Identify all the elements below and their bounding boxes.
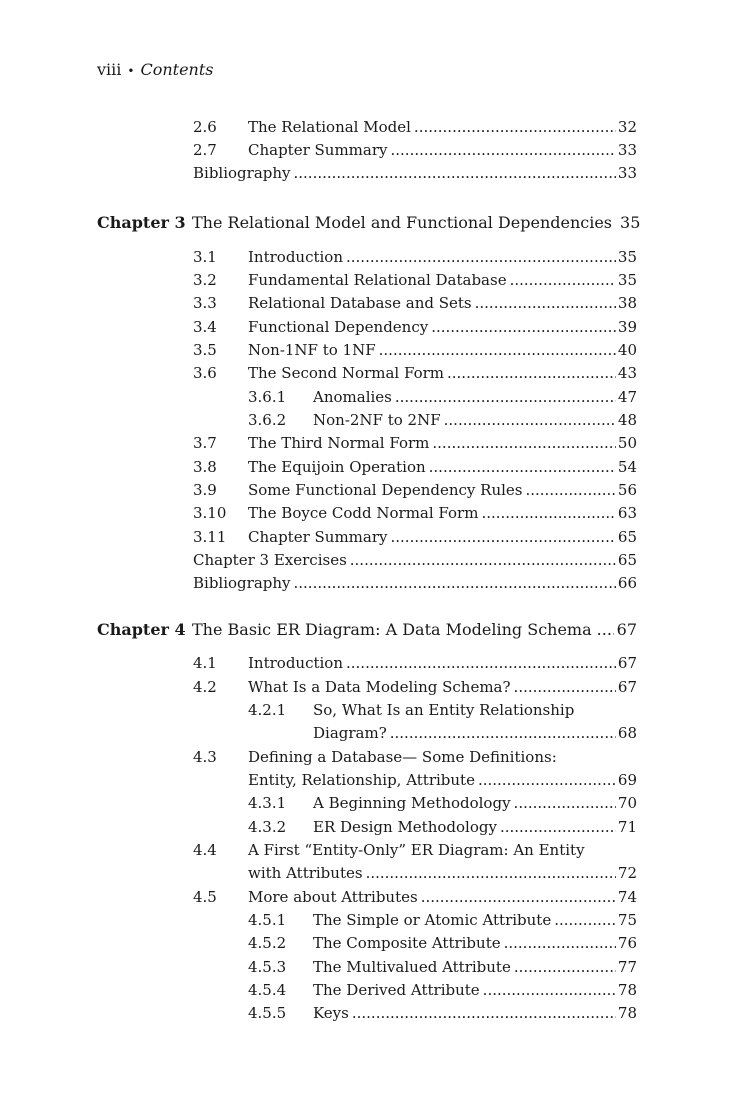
section-number: 3.7 [193, 434, 217, 452]
section-title: Functional Dependency [248, 318, 429, 336]
toc-entry [193, 550, 637, 570]
section-number: 4.5 [193, 888, 217, 906]
section-number: 3.8 [193, 458, 217, 476]
chapter-heading [97, 212, 641, 234]
leader-dots [483, 980, 616, 1000]
section-number: 3.2 [193, 271, 217, 289]
page-number: 33 [617, 164, 637, 182]
toc-entry [248, 1003, 637, 1023]
section-number: 4.2 [193, 678, 217, 696]
leader-dots [554, 910, 616, 930]
section-number: 4.5.5 [248, 1004, 287, 1022]
section-number: 3.5 [193, 341, 217, 359]
section-number: 3.4 [193, 318, 217, 336]
section-title: Bibliography [193, 574, 291, 592]
page-number: 65 [617, 528, 637, 546]
section-title: Entity, Relationship, Attribute [248, 771, 475, 789]
toc-entry [193, 117, 637, 137]
leader-dots [500, 817, 616, 837]
section-title-line: A First “Entity-Only” ER Diagram: An Entity [248, 841, 585, 859]
leader-dots [391, 527, 616, 547]
page-number: 67 [617, 654, 637, 672]
leader-dots [421, 887, 616, 907]
leader-dots [366, 863, 616, 883]
section-title: The Simple or Atomic Attribute [313, 911, 552, 929]
toc-entry [193, 503, 637, 523]
toc-entry [248, 410, 637, 430]
section-number: 3.11 [193, 528, 227, 546]
page-number: 33 [617, 141, 637, 159]
page-number: 43 [617, 364, 637, 382]
page-number: 78 [617, 981, 637, 999]
leader-dots [379, 340, 616, 360]
toc-entry [248, 863, 637, 883]
toc-entry [193, 887, 637, 907]
toc-entry [193, 653, 637, 673]
section-number: 3.1 [193, 248, 217, 266]
toc-entry [313, 723, 637, 743]
running-head [97, 60, 214, 81]
section-title: Diagram? [313, 724, 387, 742]
page-number: 71 [617, 818, 637, 836]
section-title: Fundamental Relational Database [248, 271, 507, 289]
section-title: The Multivalued Attribute [313, 958, 511, 976]
section-number: 4.5.1 [248, 911, 287, 929]
toc-entry [248, 387, 637, 407]
page-number: 66 [617, 574, 637, 592]
leader-dots [510, 270, 616, 290]
toc-entry [193, 270, 637, 290]
toc-entry [193, 163, 637, 183]
section-title: Introduction [248, 248, 343, 266]
section-title: The Third Normal Form [248, 434, 430, 452]
section-title: Chapter 3 Exercises [193, 551, 347, 569]
chapter-label: Chapter 3 [97, 213, 186, 232]
leader-dots [346, 247, 616, 267]
leader-dots [504, 933, 616, 953]
page-number: 54 [617, 458, 637, 476]
section-number: 4.3.1 [248, 794, 287, 812]
page-number: 56 [617, 481, 637, 499]
leader-dots [391, 140, 616, 160]
section-title: The Second Normal Form [248, 364, 444, 382]
leader-dots [390, 723, 616, 743]
toc-entry [248, 957, 637, 977]
page-number: 35 [617, 271, 637, 289]
page-number: 78 [617, 1004, 637, 1022]
section-number: 2.7 [193, 141, 217, 159]
leader-dots [294, 163, 616, 183]
section-title: What Is a Data Modeling Schema? [248, 678, 511, 696]
leader-dots [475, 293, 616, 313]
page-number: 74 [617, 888, 637, 906]
section-number: 4.2.1 [248, 701, 287, 719]
leader-dots [395, 387, 616, 407]
toc-entry [193, 457, 637, 477]
page-number: 68 [617, 724, 637, 742]
leader-dots [431, 317, 616, 337]
page-number: 77 [617, 958, 637, 976]
leader-dots [346, 653, 616, 673]
section-title: The Relational Model [248, 118, 411, 136]
leader-dots [525, 480, 615, 500]
page-number: 32 [617, 118, 637, 136]
leader-dots [352, 1003, 616, 1023]
toc-entry [248, 770, 637, 790]
toc-entry [248, 980, 637, 1000]
chapter-title: The Basic ER Diagram: A Data Modeling Schema [192, 620, 592, 639]
section-number: 3.6 [193, 364, 217, 382]
toc-entry [193, 140, 637, 160]
section-title: Chapter Summary [248, 528, 388, 546]
toc-entry [193, 247, 637, 267]
page-number: 75 [617, 911, 637, 929]
chapter-heading [97, 619, 637, 641]
leader-dots [514, 677, 616, 697]
section-title: ER Design Methodology [313, 818, 497, 836]
leader-dots [432, 433, 616, 453]
page-number: 40 [617, 341, 637, 359]
folio: viii [97, 60, 122, 79]
bullet-separator: • [127, 64, 135, 78]
section-number: 4.5.2 [248, 934, 287, 952]
section-title: The Equijoin Operation [248, 458, 426, 476]
page-number: 72 [617, 864, 637, 882]
toc-entry [248, 910, 637, 930]
toc-entry [193, 527, 637, 547]
leader-dots [294, 573, 616, 593]
section-number: 2.6 [193, 118, 217, 136]
section-title: More about Attributes [248, 888, 418, 906]
toc-entry [248, 793, 637, 813]
leader-dots [444, 410, 616, 430]
toc-entry-first-line [193, 840, 585, 860]
page-number: 50 [617, 434, 637, 452]
toc-entry [193, 363, 637, 383]
toc-entry [193, 677, 637, 697]
section-title: Some Functional Dependency Rules [248, 481, 523, 499]
section-title: A Beginning Methodology [313, 794, 511, 812]
section-number: 3.3 [193, 294, 217, 312]
toc-entry-first-line [193, 747, 557, 767]
page-number: 35 [620, 213, 641, 232]
chapter-label: Chapter 4 [97, 620, 186, 639]
section-title: Bibliography [193, 164, 291, 182]
section-title: The Boyce Codd Normal Form [248, 504, 479, 522]
page-number: 76 [617, 934, 637, 952]
section-number: 3.9 [193, 481, 217, 499]
toc-entry [193, 480, 637, 500]
section-title: The Derived Attribute [313, 981, 480, 999]
leader-dots [478, 770, 616, 790]
page-number: 38 [617, 294, 637, 312]
toc-entry-first-line [248, 700, 574, 720]
leader-dots [514, 957, 616, 977]
page-number: 65 [617, 551, 637, 569]
section-number: 3.6.1 [248, 388, 287, 406]
page-number: 69 [617, 771, 637, 789]
page-number: 48 [617, 411, 637, 429]
section-title-line: So, What Is an Entity Relationship [313, 701, 575, 719]
section-number: 4.1 [193, 654, 217, 672]
toc-entry [193, 317, 637, 337]
toc-entry [193, 293, 637, 313]
section-title: Non-1NF to 1NF [248, 341, 376, 359]
section-number: 4.4 [193, 841, 217, 859]
section-title: with Attributes [248, 864, 363, 882]
leader-dots [481, 503, 615, 523]
toc-entry [193, 340, 637, 360]
section-title: Keys [313, 1004, 349, 1022]
section-number: 4.3 [193, 748, 217, 766]
toc-entry [193, 573, 637, 593]
section-title: The Composite Attribute [313, 934, 501, 952]
page-number: 70 [617, 794, 637, 812]
leader-dots [597, 619, 614, 641]
page-number: 63 [617, 504, 637, 522]
section-number: 4.3.2 [248, 818, 287, 836]
section-title: Chapter Summary [248, 141, 388, 159]
page-number: 39 [617, 318, 637, 336]
section-title: Anomalies [313, 388, 392, 406]
leader-dots [447, 363, 616, 383]
section-number: 3.6.2 [248, 411, 287, 429]
section-title-line: Defining a Database— Some Definitions: [248, 748, 557, 766]
section-number: 4.5.3 [248, 958, 287, 976]
section-title: Relational Database and Sets [248, 294, 472, 312]
page-number: 67 [617, 678, 637, 696]
page-number: 67 [616, 620, 637, 639]
chapter-title: The Relational Model and Functional Dependencies [192, 213, 613, 232]
running-head-title: Contents [140, 60, 214, 79]
leader-dots [429, 457, 616, 477]
page-number: 35 [617, 248, 637, 266]
leader-dots [350, 550, 616, 570]
section-number: 3.10 [193, 504, 227, 522]
section-title: Non-2NF to 2NF [313, 411, 441, 429]
section-number: 4.5.4 [248, 981, 287, 999]
section-title: Introduction [248, 654, 343, 672]
toc-entry [248, 933, 637, 953]
leader-dots [514, 793, 616, 813]
page-number: 47 [617, 388, 637, 406]
leader-dots [414, 117, 616, 137]
toc-entry [193, 433, 637, 453]
toc-entry [248, 817, 637, 837]
